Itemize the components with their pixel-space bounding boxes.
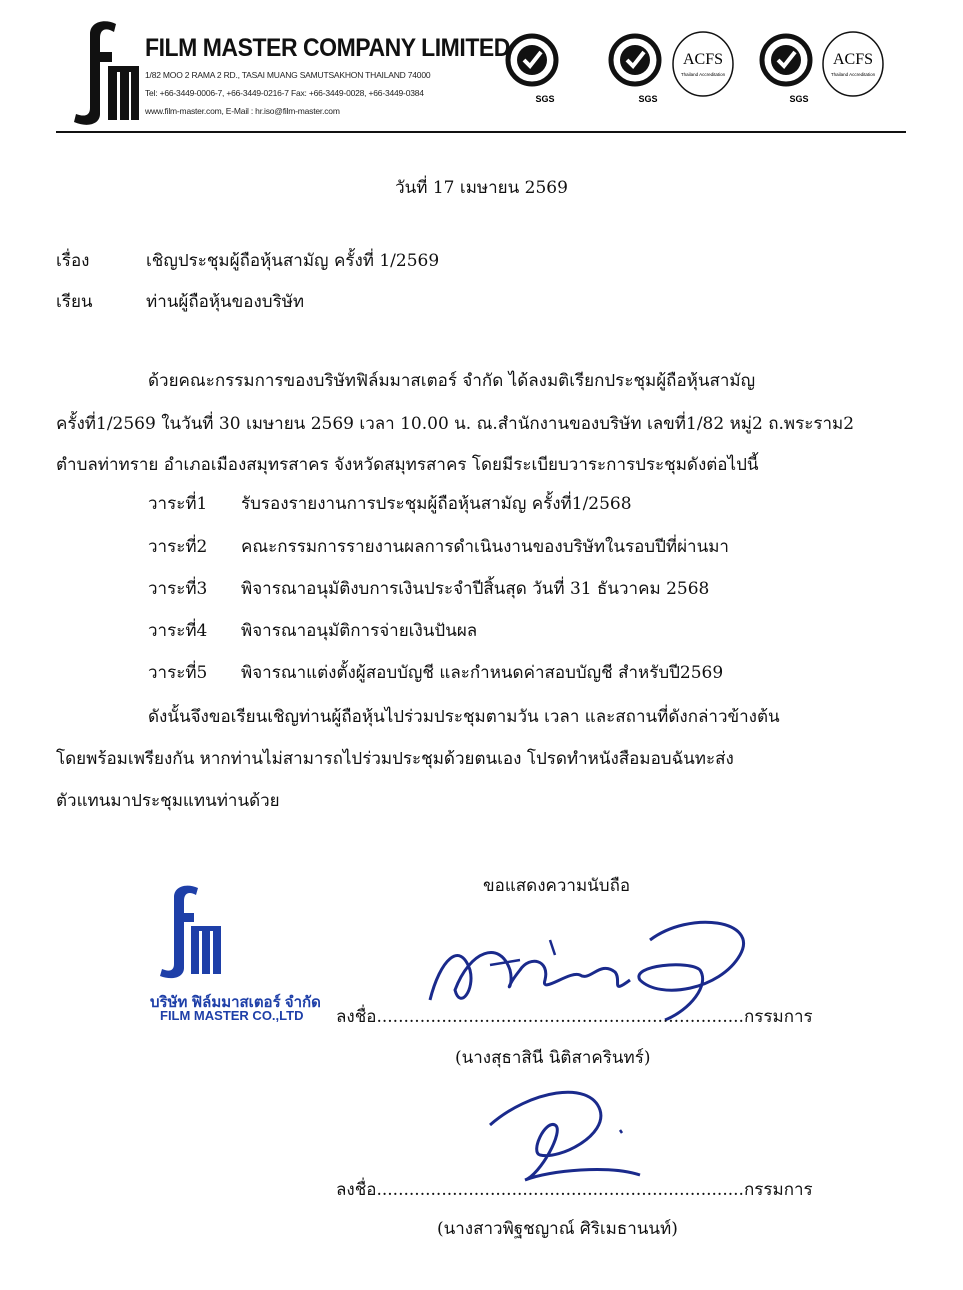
agenda-number: วาระที่4 xyxy=(148,621,208,641)
sgs-label: SGS xyxy=(535,94,555,104)
signer-title: กรรมการ xyxy=(743,1007,813,1027)
company-web-email: www.film-master.com, E-Mail : hr.iso@film-master.com xyxy=(145,106,340,116)
company-name: FILM MASTER COMPANY LIMITED xyxy=(145,34,510,62)
sign-label: ลงชื่อ xyxy=(336,1180,377,1200)
agenda-number: วาระที่2 xyxy=(148,537,208,557)
recipient-text: ท่านผู้ถือหุ้นของบริษัท xyxy=(146,292,305,312)
stamp-company-name-en: FILM MASTER CO.,LTD xyxy=(160,1008,304,1023)
agenda-number: วาระที่3 xyxy=(148,579,208,599)
company-phone: Tel: +66-3449-0006-7, +66-3449-0216-7 Fax: +66-3449-0028, +66-3449-0384 xyxy=(145,88,424,98)
paragraph-1-line: ตำบลท่าทราย อำเภอเมืองสมุทรสาคร จังหวัดสมุทรสาคร โดยมีระเบียบวาระการประชุมดังต่อไปนี้ xyxy=(56,455,759,475)
letter-date: วันที่ 17 เมษายน 2569 xyxy=(395,178,568,198)
stamp-company-name-th: บริษัท ฟิล์มมาสเตอร์ จำกัด xyxy=(150,994,321,1011)
signature-2-line xyxy=(336,1176,813,1203)
agenda-number: วาระที่5 xyxy=(148,663,208,683)
paragraph-2-line: ดังนั้นจึงขอเรียนเชิญท่านผู้ถือหุ้นไปร่วมประชุมตามวัน เวลา และสถานที่ดังกล่าวข้างต้น xyxy=(148,707,780,727)
subject-label: เรื่อง xyxy=(56,251,90,271)
company-stamp-logo xyxy=(148,883,228,981)
acfs-accreditation-icon xyxy=(668,30,738,104)
signature-dots: .................................................................... xyxy=(376,1007,744,1027)
acfs-label: ACFS xyxy=(682,51,724,68)
sign-label: ลงชื่อ xyxy=(336,1007,377,1027)
sgs-label: SGS xyxy=(789,94,809,104)
agenda-item: พิจารณาอนุมัติการจ่ายเงินปันผล xyxy=(241,621,478,641)
signer-1-name: (นางสุธาสินี นิติสาครินทร์) xyxy=(455,1048,651,1068)
company-logo xyxy=(60,18,140,128)
acfs-label: ACFS xyxy=(832,51,874,68)
acfs-sub-label: Thailand Accreditation xyxy=(680,72,726,77)
sgs-certification-icon xyxy=(757,30,815,104)
agenda-item: คณะกรรมการรายงานผลการดำเนินงานของบริษัทในรอบปีที่ผ่านมา xyxy=(241,537,729,557)
signer-title: กรรมการ xyxy=(743,1180,813,1200)
company-address: 1/82 MOO 2 RAMA 2 RD., TASAI MUANG SAMUTSAKHON THAILAND 74000 xyxy=(145,70,431,80)
agenda-item: พิจารณาแต่งตั้งผู้สอบบัญชี และกำหนดค่าสอบบัญชี สำหรับปี2569 xyxy=(241,663,724,683)
subject-text: เชิญประชุมผู้ถือหุ้นสามัญ ครั้งที่ 1/2569 xyxy=(146,251,440,271)
signature-2-image xyxy=(470,1080,670,1190)
sgs-certification-icon xyxy=(606,30,664,104)
paragraph-2-line: ตัวแทนมาประชุมแทนท่านด้วย xyxy=(56,791,280,811)
header-divider xyxy=(56,131,906,133)
sgs-certification-icon xyxy=(503,30,561,104)
acfs-accreditation-icon xyxy=(818,30,888,104)
signature-dots: .................................................................... xyxy=(376,1180,744,1200)
agenda-number: วาระที่1 xyxy=(148,494,208,514)
agenda-item: พิจารณาอนุมัติงบการเงินประจำปีสิ้นสุด วันที่ 31 ธันวาคม 2568 xyxy=(241,579,710,599)
closing-text: ขอแสดงความนับถือ xyxy=(483,876,631,896)
sgs-label: SGS xyxy=(638,94,658,104)
signature-1-line xyxy=(336,1003,813,1030)
signer-2-name: (นางสาวพิฐชญาณ์ ศิริเมธานนท์) xyxy=(437,1219,678,1239)
acfs-sub-label: Thailand Accreditation xyxy=(830,72,876,77)
paragraph-1-line: ครั้งที่1/2569 ในวันที่ 30 เมษายน 2569 เวลา 10.00 น. ณ.สำนักงานของบริษัท เลขที่1/82 หมู่2 ถ.พระราม2 xyxy=(56,414,855,434)
paragraph-1-line: ด้วยคณะกรรมการของบริษัทฟิล์มมาสเตอร์ จำกัด ได้ลงมติเรียกประชุมผู้ถือหุ้นสามัญ xyxy=(148,371,756,391)
paragraph-2-line: โดยพร้อมเพรียงกัน หากท่านไม่สามารถไปร่วมประชุมด้วยตนเอง โปรดทำหนังสือมอบฉันทะส่ง xyxy=(56,749,734,769)
recipient-label: เรียน xyxy=(56,292,93,312)
agenda-item: รับรองรายงานการประชุมผู้ถือหุ้นสามัญ ครั้งที่1/2568 xyxy=(241,494,632,514)
